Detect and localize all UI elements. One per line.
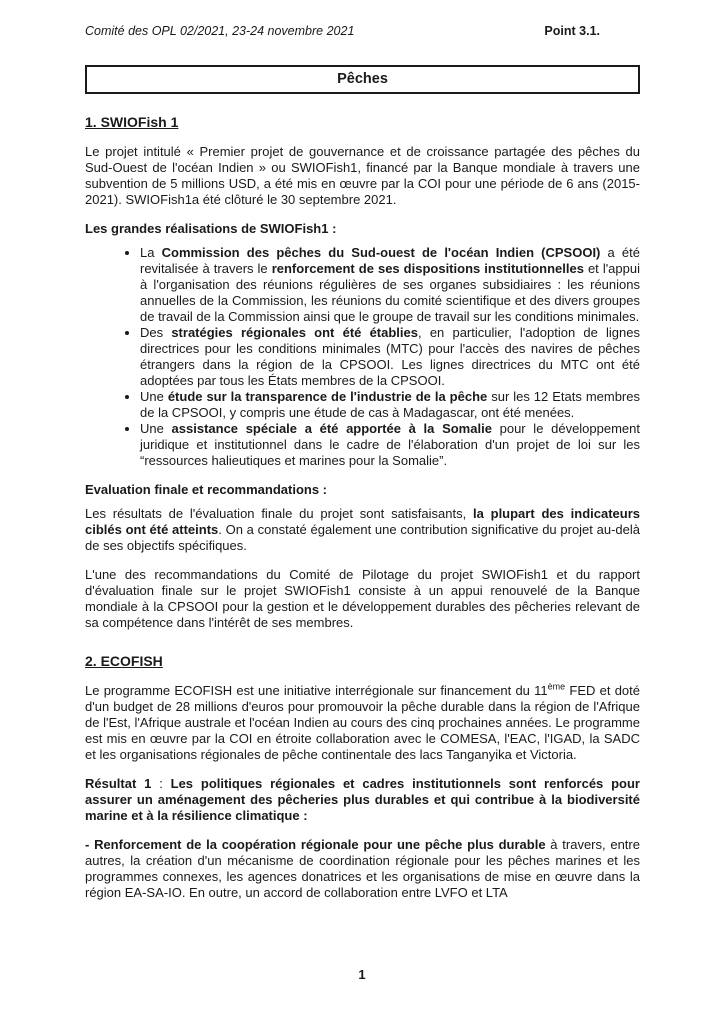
paragraph-recommendation: L'une des recommandations du Comité de Pilotage du projet SWIOFish1 et du rapport d'évaluation finale sur le projet SWIOFish1 consiste à un appui renouvelé de la Banque mondiale à la CPSOOI pour la gestion et le développement durables des pêcheries relevant de sa compétence dans l'intérêt de ses membres. xyxy=(85,567,640,630)
header-committee-label: Comité des OPL 02/2021, 23-24 novembre 2021 xyxy=(85,24,355,38)
list-item-somalie: • Une assistance spéciale a été apportée à la Somalie pour le développement juridique et institutionnel dans le cadre de l'élaboration d'un projet de loi sur les “ressources halieutiques et marines pour la Somalie”. xyxy=(140,421,640,469)
section-heading-swiofish: 1. SWIOFish 1 xyxy=(85,114,179,130)
page-header xyxy=(85,24,640,38)
label-evaluation: Evaluation finale et recommandations : xyxy=(85,482,327,497)
label-realisations: Les grandes réalisations de SWIOFish1 : xyxy=(85,221,337,236)
achievements-list xyxy=(85,245,640,469)
paragraph-renforcement-cooperation: - Renforcement de la coopération régionale pour une pêche plus durable à travers, entre autres, la création d'un mécanisme de coordination régionale pour les pêches marines et les programmes connexes, les agences donatrices et les organisations de mise en œuvre dans la région EA-SA-IO. En outre, un accord de collaboration entre LVFO et LTA xyxy=(85,837,640,900)
paragraph-ecofish-intro: Le programme ECOFISH est une initiative interrégionale sur financement du 11ème FED et doté d'un budget de 28 millions d'euros pour promouvoir la pêche durable dans la région de l'Afrique de l'Est, l'Afrique australe et l'océan Indien au cours des cinq prochaines années. Le programme est mis en œuvre par la COI en étroite collaboration avec le COMESA, l'EAC, l'IGAD, la SADC et les organisations régionales de pêche continentale des lacs Tanganyika et Victoria. xyxy=(85,681,640,762)
title-box xyxy=(85,65,640,94)
paragraph-swiofish-intro: Le projet intitulé « Premier projet de gouvernance et de croissance partagée des pêches du Sud-Ouest de l'océan Indien » ou SWIOFish1, financé par la Banque mondiale à travers une subvention de 5 millions USD, a été mis en œuvre par la COI pour une période de 6 ans (2015-2021). SWIOFish1a été clôturé le 30 septembre 2021. xyxy=(85,144,640,207)
list-item-etude: • Une étude sur la transparence de l'industrie de la pêche sur les 12 Etats membres de la CPSOOI, y compris une étude de cas à Madagascar, ont été menées. xyxy=(140,389,640,421)
document-title: Pêches xyxy=(337,71,388,87)
paragraph-evaluation-results: Les résultats de l'évaluation finale du projet sont satisfaisants, la plupart des indicateurs ciblés ont été atteints. On a constaté également une contribution significative du projet au-delà de ses objectifs spécifiques. xyxy=(85,506,640,553)
list-item-strategies: • Des stratégies régionales ont été établies, en particulier, l'adoption de lignes directrices pour les conditions minimales (MTC) pour l'accès des navires de pêches étrangers dans la région de la CPSOOI. Les lignes directrices du MTC ont été adoptées par tous les États membres de la CPSOOI. xyxy=(140,325,640,389)
list-item-cpsooi: • La Commission des pêches du Sud-ouest de l'océan Indien (CPSOOI) a été revitalisée à travers le renforcement de ses dispositions institutionnelles et l'appui à l'organisation des réunions régulières de ses organes subsidiaires : les réunions annuelles de la Commission, les réunions du comité scientifique et des divers groupes de travail de la Commission ainsi que le groupe de travail sur les conditions minimales. xyxy=(140,245,640,325)
header-point-label: Point 3.1. xyxy=(544,24,600,38)
paragraph-resultat-1: Résultat 1 : Les politiques régionales et cadres institutionnels sont renforcés pour assurer un aménagement des pêcheries plus durables et qui contribue à la biodiversité marine et à la résilience climatique : xyxy=(85,776,640,823)
section-heading-ecofish: 2. ECOFISH xyxy=(85,653,163,669)
page-number: 1 xyxy=(358,967,366,982)
